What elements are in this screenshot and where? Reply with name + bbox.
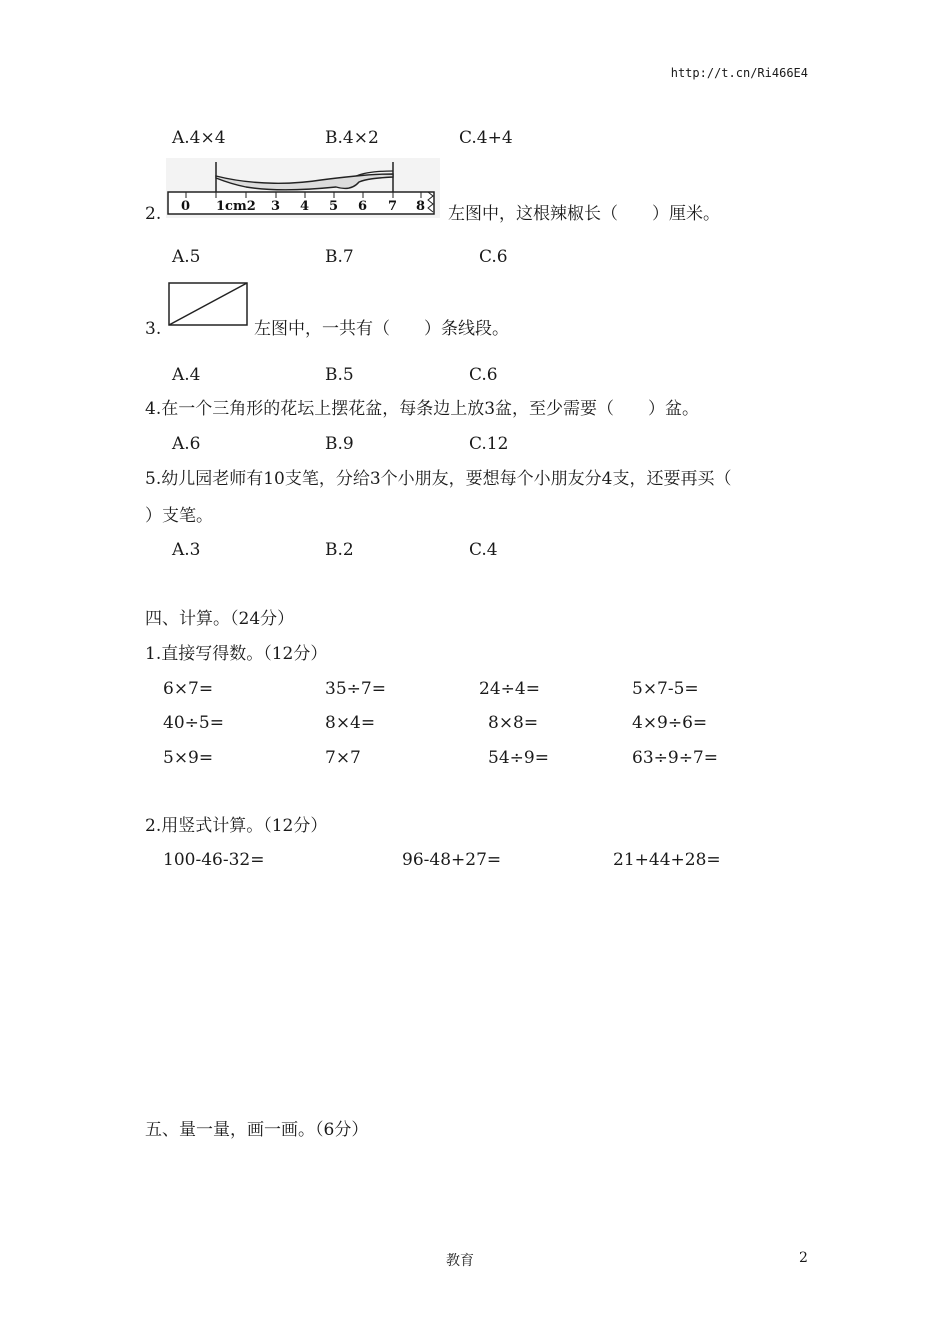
q2-text: 左图中，这根辣椒长（ ）厘米。 [448,204,720,224]
vertical-calc-1: 100-46-32= [163,850,265,870]
q3-number: 3. [145,319,162,339]
q2-option-a: A.5 [172,247,201,267]
calc-r2c3: 8×8= [488,713,539,733]
calc-r1c4: 5×7-5= [632,679,699,699]
section4-title: 四、计算。（24分） [145,609,295,629]
calc-r3c1: 5×9= [163,748,214,768]
q4-option-c: C.12 [469,434,509,454]
q1-option-a: A.4×4 [172,128,226,148]
q5-option-a: A.3 [172,540,201,560]
q3-option-a: A.4 [172,365,201,385]
header-url: http://t.cn/Ri466E4 [670,66,808,80]
q5-text-line1: 5.幼儿园老师有10支笔，分给3个小朋友，要想每个小朋友分4支，还要再买（ [145,469,732,489]
q1-option-c: C.4+4 [459,128,513,148]
vertical-calc-2: 96-48+27= [402,850,502,870]
calc-r1c1: 6×7= [163,679,214,699]
calc-r3c4: 63÷9÷7= [632,748,718,768]
calc-r2c4: 4×9÷6= [632,713,708,733]
calc-r3c2: 7×7 [325,748,361,768]
q2-number: 2. [145,204,162,224]
rectangle-diagonal-figure [167,281,249,329]
ruler-label-5: 5 [329,199,339,214]
part2-title: 2.用竖式计算。（12分） [145,816,328,836]
q4-option-b: B.9 [325,434,354,454]
calc-r1c3: 24÷4= [479,679,540,699]
ruler-label-1: 1cm2 [216,199,256,214]
q2-option-c: C.6 [479,247,508,267]
calc-r2c2: 8×4= [325,713,376,733]
ruler-label-4: 4 [300,199,310,214]
page-number: 2 [799,1250,808,1266]
q5-text-line2: ）支笔。 [145,506,213,526]
ruler-label-7: 7 [388,199,398,214]
section5-title: 五、量一量，画一画。（6分） [145,1120,369,1140]
ruler-chili-figure [166,158,440,218]
calc-r1c2: 35÷7= [325,679,386,699]
q4-text: 4.在一个三角形的花坛上摆花盆，每条边上放3盆，至少需要（ ）盆。 [145,399,700,419]
calc-r3c3: 54÷9= [488,748,549,768]
ruler-label-3: 3 [271,199,281,214]
q1-option-b: B.4×2 [325,128,379,148]
calc-r2c1: 40÷5= [163,713,224,733]
q5-option-c: C.4 [469,540,498,560]
q4-option-a: A.6 [172,434,201,454]
q3-option-c: C.6 [469,365,498,385]
ruler-label-0: 0 [181,199,191,214]
ruler-label-6: 6 [358,199,368,214]
footer-center-text: 教育 [446,1253,474,1269]
q3-option-b: B.5 [325,365,354,385]
vertical-calc-3: 21+44+28= [613,850,721,870]
part1-title: 1.直接写得数。（12分） [145,644,328,664]
q2-option-b: B.7 [325,247,354,267]
ruler-label-8: 8 [416,199,426,214]
q5-option-b: B.2 [325,540,354,560]
q3-text: 左图中，一共有（ ）条线段。 [254,319,509,339]
